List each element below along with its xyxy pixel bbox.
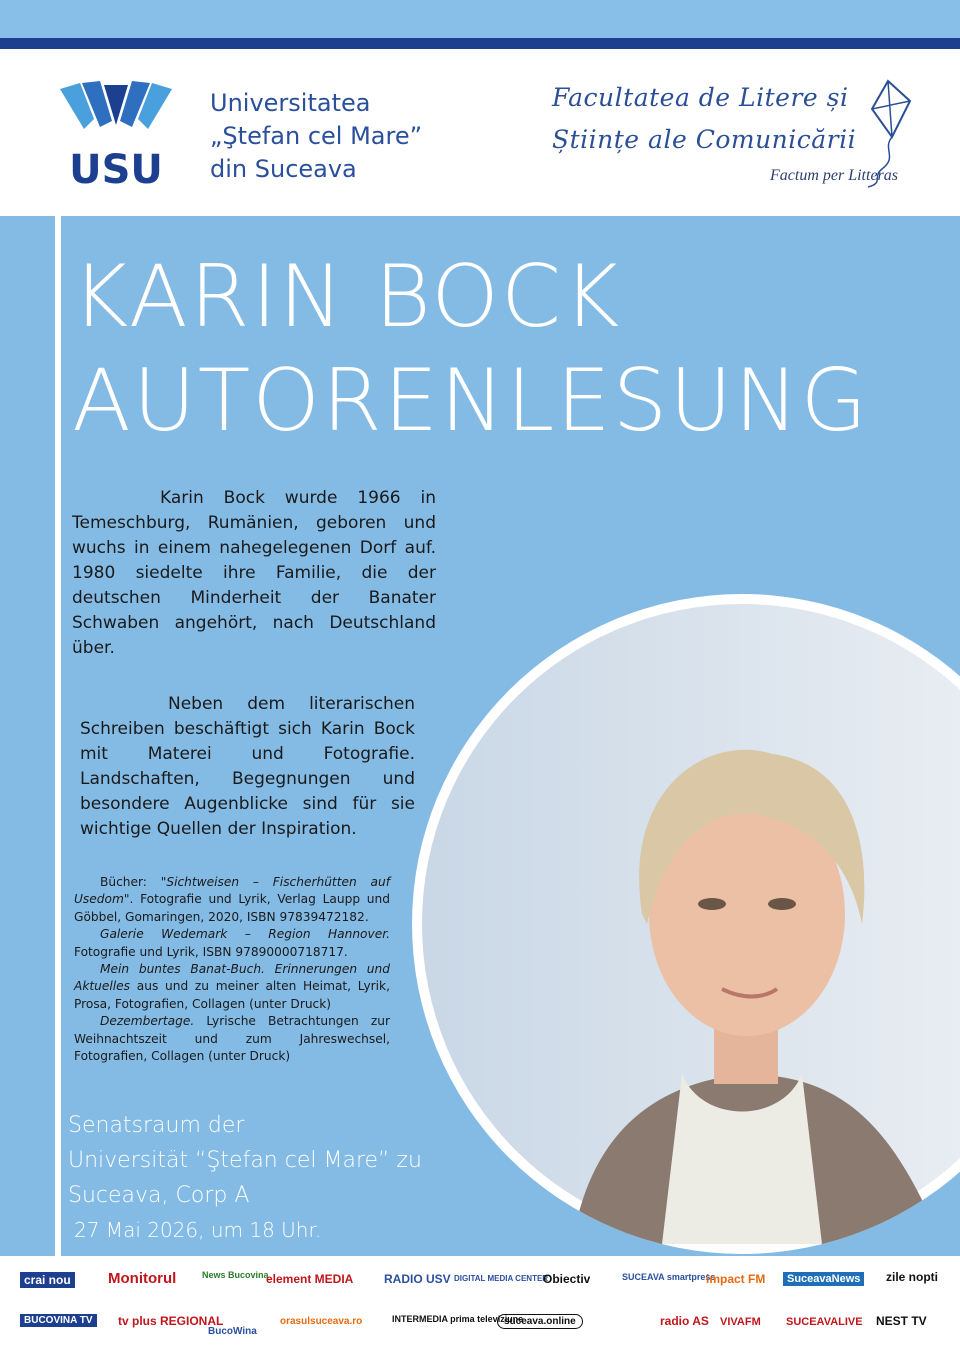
sponsor-logo: BUCOVINA TV	[20, 1314, 97, 1327]
usv-logo-icon	[56, 79, 176, 189]
sponsor-logo: BucoWina	[208, 1326, 257, 1337]
sponsor-logo: RADIO USV	[384, 1272, 451, 1286]
sponsor-logo: tv plus REGIONAL	[118, 1314, 224, 1328]
sponsor-logo: impact FM	[706, 1272, 766, 1286]
sponsor-logo: Obiectiv	[543, 1272, 591, 1286]
sponsor-logo: SUCEAVA smartpress	[622, 1272, 716, 1282]
top-rule	[0, 38, 960, 49]
university-name: Universitatea „Ştefan cel Mare” din Suceava	[210, 89, 423, 183]
sponsor-logo: radio AS	[660, 1314, 709, 1328]
bio-paragraph-2: Neben dem literarischen Schreiben beschäftigt sich Karin Bock mit Materei und Fotografie. Landschaften, Begegnungen und besondere Augenblicke sind für sie wichtige Quellen der Inspiration.	[80, 694, 415, 839]
bio-paragraph-1: Karin Bock wurde 1966 in Temeschburg, Rumänien, geboren und wuchs in einem nahegelegenen Dorf auf. 1980 siedelte ihre Familie, die der deutschen Minderheit der Banater Schwaben angehört, nach Deutschland über.	[72, 488, 436, 658]
sponsor-logo: VIVAFM	[720, 1316, 761, 1328]
sponsor-logo: orasulsuceava.ro	[280, 1316, 363, 1327]
kite-icon	[858, 79, 914, 189]
header	[0, 49, 960, 216]
sponsor-logo: SUCEAVALIVE	[786, 1316, 863, 1328]
sponsor-logo: News Bucovina	[202, 1270, 269, 1280]
sponsor-strip	[0, 1256, 960, 1358]
portrait-illustration	[422, 604, 960, 1244]
faculty-motto: Factum per Litteras	[770, 167, 898, 184]
sponsor-logo: INTERMEDIA prima televiziune	[392, 1314, 524, 1324]
top-band	[0, 0, 960, 38]
faculty-name: Facultatea de Litere și Științe ale Comunicării	[552, 83, 857, 154]
sponsor-logo: crai nou	[20, 1272, 75, 1288]
svg-text:USU: USU	[69, 147, 163, 189]
author-portrait	[412, 594, 960, 1254]
sponsor-logo: Monitorul	[108, 1270, 177, 1287]
event-date: 27 Mai 2026, um 18 Uhr.	[74, 1218, 322, 1242]
sponsor-logo: element MEDIA	[266, 1272, 354, 1286]
vertical-accent-line	[55, 216, 61, 1256]
sponsor-logo: zile nopti	[886, 1270, 938, 1284]
sponsor-logo: DIGITAL MEDIA CENTER	[454, 1274, 549, 1283]
event-title: KARIN BOCK AUTORENLESUNG	[72, 247, 870, 451]
sponsor-logo: SuceavaNews	[783, 1272, 864, 1286]
sponsor-logo: suceava.online	[497, 1314, 583, 1329]
venue-info: Senatsraum der Universität “Ştefan cel Mare” zu Suceava, Corp A 27 Mai 2026, um 18 Uhr.	[68, 1108, 422, 1248]
sponsor-logo: NEST TV	[876, 1314, 927, 1328]
book-list: Bücher: "Sichtweisen – Fischerhütten auf Usedom". Fotografie und Lyrik, Verlag Laupp und Göbbel, Gomaringen, 2020, ISBN 97839472182. Galerie Wedemark – Region Hannover. Fotografie und Lyrik, ISBN 97890000718717. Mein buntes Banat-Buch. Erinnerungen und Aktuelles aus und zu meiner alten Heimat, Lyrik, Prosa, Fotografien, Collagen (unter Druck) Dezembertage. Lyrische Betrachtungen zur Weihnachtszeit und zum Jahreswechsel, Fotografien, Collagen (unter Druck)	[74, 875, 390, 1064]
